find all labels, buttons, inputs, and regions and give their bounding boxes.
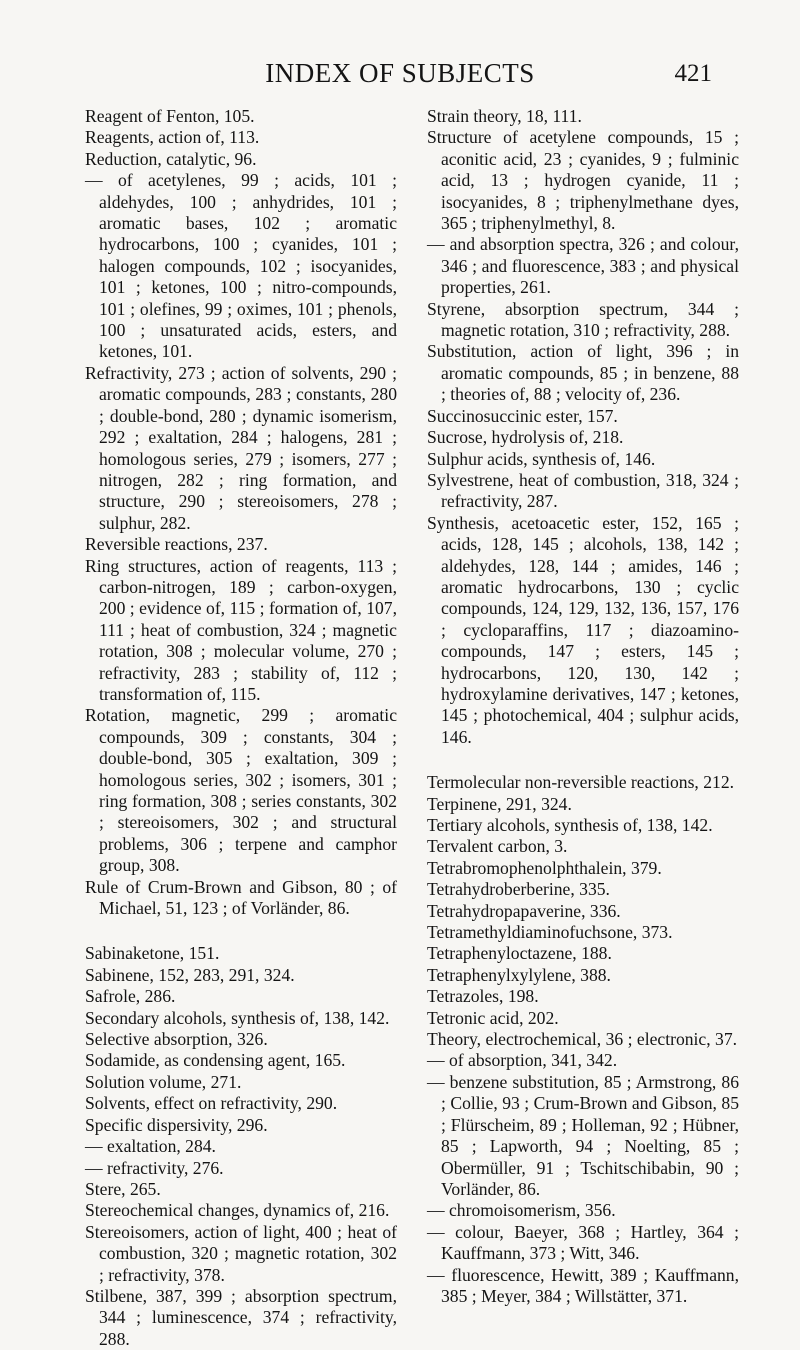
index-entry: Substitution, action of light, 396 ; in aromatic compounds, 85 ; in benzene, 88 ; theories of, 88 ; velocity of, 236. — [427, 341, 739, 405]
index-entry: Solvents, effect on refractivity, 290. — [85, 1093, 338, 1114]
index-entry: Tervalent carbon, 3. — [427, 836, 568, 857]
index-entry: Sucrose, hydrolysis of, 218. — [427, 427, 624, 448]
index-entry: Reagents, action of, 113. — [85, 127, 260, 148]
index-entry: Tetrabromophenolphthalein, 379. — [427, 857, 662, 878]
index-entry: Sabinaketone, 151. — [85, 943, 220, 964]
index-entry: Refractivity, 273 ; action of solvents, 290 ; aromatic compounds, 283 ; constants, 280 ; double-bond, 280 ; dynamic isomerism, 292 ; exaltation, 284 ; halogens, 281 ; homologous series, 279 ; isomers, 277 ; nitrogen, 282 ; ring formation, and structure, 290 ; stereoisomers, 278 ; sulphur, 282. — [85, 362, 397, 533]
index-entry: — benzene substitution, 85 ; Armstrong, 86 ; Collie, 93 ; Crum-Brown and Gibson, 85 ; Flürscheim, 89 ; Holleman, 92 ; Hübner, 85 ; Lapworth, 94 ; Noelting, 85 ; Obermüller, 91 ; Tschitschibabin, 90 ; Vorländer, 86. — [427, 1071, 739, 1199]
page-header — [60, 58, 740, 98]
index-entry: Tetrazoles, 198. — [427, 986, 539, 1007]
page-number: 421 — [674, 60, 712, 87]
index-entry: Safrole, 286. — [85, 986, 176, 1007]
index-entry: Tetraphenylxylylene, 388. — [427, 964, 611, 985]
index-entry: Sabinene, 152, 283, 291, 324. — [85, 964, 295, 985]
index-entry: Specific dispersivity, 296. — [85, 1114, 268, 1135]
index-entry: Solution volume, 271. — [85, 1071, 242, 1092]
index-column-left — [85, 106, 397, 1350]
index-entry: Reversible reactions, 237. — [85, 534, 268, 555]
index-entry: Succinosuccinic ester, 157. — [427, 405, 618, 426]
index-entry: Tertiary alcohols, synthesis of, 138, 142. — [427, 815, 713, 835]
index-entry: Sulphur acids, synthesis of, 146. — [427, 448, 656, 469]
index-entry: Synthesis, acetoacetic ester, 152, 165 ; acids, 128, 145 ; alcohols, 138, 142 ; aldehydes, 128, 144 ; amides, 146 ; aromatic hydrocarbons, 130 ; cyclic compounds, 124, 129, 132, 136, 157, 176 ; cycloparaffins, 117 ; diazoamino-compounds, 147 ; esters, 145 ; hydrocarbons, 120, 130, 142 ; hydroxylamine derivatives, 147 ; ketones, 145 ; photochemical, 404 ; sulphur acids, 146. — [427, 512, 739, 747]
index-entry: Strain theory, 18, 111. — [427, 106, 582, 126]
index-entry: Stilbene, 387, 399 ; absorption spectrum, 344 ; luminescence, 374 ; refractivity, 288. — [85, 1285, 397, 1349]
index-entry: — of absorption, 341, 342. — [427, 1050, 618, 1071]
index-entry: — and absorption spectra, 326 ; and colour, 346 ; and fluorescence, 383 ; and physical properties, 261. — [427, 234, 739, 298]
index-entry: Structure of acetylene compounds, 15 ; aconitic acid, 23 ; cyanides, 9 ; fulminic acid, 13 ; hydrogen cyanide, 11 ; isocyanides, 8 ; triphenylmethane dyes, 365 ; triphenylmethyl, 8. — [427, 127, 739, 234]
index-entry: — exaltation, 284. — [85, 1136, 216, 1157]
index-entry: Stereochemical changes, dynamics of, 216. — [85, 1200, 390, 1221]
index-entry: Secondary alcohols, synthesis of, 138, 142. — [85, 1007, 390, 1028]
index-entry: Styrene, absorption spectrum, 344 ; magnetic rotation, 310 ; refractivity, 288. — [427, 298, 739, 341]
index-entry: Sodamide, as condensing agent, 165. — [85, 1050, 346, 1071]
index-entry: Theory, electrochemical, 36 ; electronic, 37. — [427, 1029, 738, 1050]
index-entry: — fluorescence, Hewitt, 389 ; Kauffmann, 385 ; Meyer, 384 ; Willstätter, 371. — [427, 1264, 739, 1306]
index-entry: Rule of Crum-Brown and Gibson, 80 ; of Michael, 51, 123 ; of Vorländer, 86. — [85, 876, 397, 919]
index-entry: Tetramethyldiaminofuchsone, 373. — [427, 922, 673, 943]
index-entry: — refractivity, 276. — [85, 1157, 224, 1178]
index-entry: Rotation, magnetic, 299 ; aromatic compounds, 309 ; constants, 304 ; double-bond, 305 ; exaltation, 309 ; homologous series, 302 ; isomers, 301 ; ring formation, 308 ; series constants, 302 ; stereoisomers, 302 ; and structural problems, 306 ; terpene and camphor group, 308. — [85, 705, 397, 876]
index-entry: Reagent of Fenton, 105. — [85, 106, 255, 126]
index-entry: Stere, 265. — [85, 1178, 161, 1199]
letter-section-gap — [427, 748, 739, 772]
running-title: INDEX OF SUBJECTS — [265, 58, 535, 88]
index-entry: Tetraphenyloctazene, 188. — [427, 943, 612, 964]
index-entry: Sylvestrene, heat of combustion, 318, 324 ; refractivity, 287. — [427, 469, 739, 512]
index-entry: Selective absorption, 326. — [85, 1029, 268, 1050]
index-entry: Reduction, catalytic, 96. — [85, 148, 257, 169]
index-entry: Tetrahydroberberine, 335. — [427, 879, 610, 900]
index-entry: Termolecular non-reversible reactions, 212. — [427, 772, 735, 793]
index-entry: — chromoisomerism, 356. — [427, 1200, 616, 1221]
index-entry: Stereoisomers, action of light, 400 ; heat of combustion, 320 ; magnetic rotation, 302 ; refractivity, 378. — [85, 1221, 397, 1285]
index-entry: Tetronic acid, 202. — [427, 1007, 559, 1028]
index-entry: Terpinene, 291, 324. — [427, 793, 572, 814]
index-entry: — of acetylenes, 99 ; acids, 101 ; aldehydes, 100 ; anhydrides, 101 ; aromatic bases, 102 ; aromatic hydrocarbons, 100 ; cyanides, 101 ; halogen compounds, 102 ; isocyanides, 101 ; ketones, 100 ; nitro-compounds, 101 ; olefines, 99 ; oximes, 101 ; phenols, 100 ; unsaturated acids, esters, and ketones, 101. — [85, 170, 397, 362]
index-entry: Tetrahydropapaverine, 336. — [427, 900, 621, 921]
index-entry: — colour, Baeyer, 368 ; Hartley, 364 ; Kauffmann, 373 ; Witt, 346. — [427, 1221, 739, 1264]
index-column-right — [427, 106, 739, 1307]
letter-section-gap — [85, 919, 397, 943]
index-entry: Ring structures, action of reagents, 113 ; carbon-nitrogen, 189 ; carbon-oxygen, 200 ; evidence of, 115 ; formation of, 107, 111 ; heat of combustion, 324 ; magnetic rotation, 308 ; molecular volume, 270 ; refractivity, 283 ; stability of, 112 ; transformation of, 115. — [85, 555, 397, 704]
